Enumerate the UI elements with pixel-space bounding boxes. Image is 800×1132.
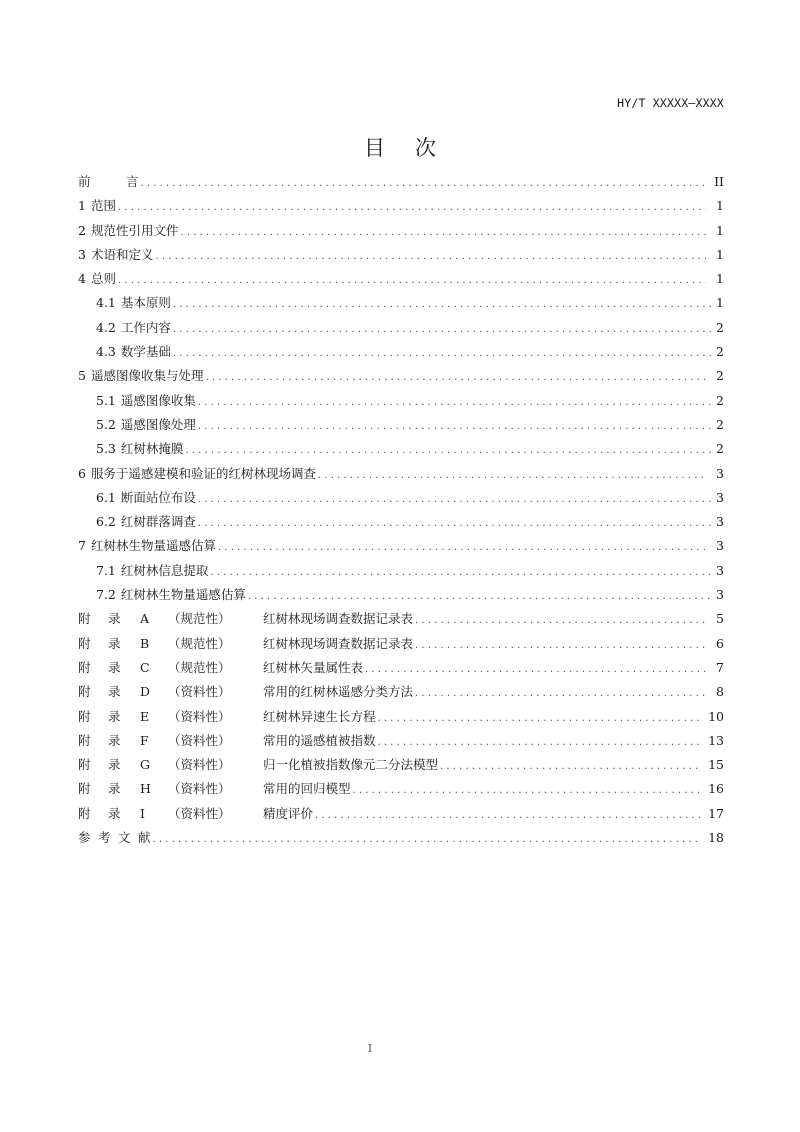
toc-label: 精度评价 bbox=[263, 805, 314, 821]
appendix-type: （资料性） bbox=[168, 805, 231, 821]
dot-leader bbox=[315, 804, 700, 828]
appendix-word: 录 bbox=[108, 805, 121, 821]
page-number: I bbox=[367, 1042, 373, 1055]
dot-leader bbox=[173, 342, 712, 366]
appendix-word: 录 bbox=[108, 684, 121, 700]
toc-entry-section[interactable] bbox=[78, 462, 724, 486]
toc-page: 18 bbox=[708, 830, 724, 846]
toc-entry-subsection[interactable] bbox=[78, 559, 724, 583]
toc-label: 前 bbox=[78, 174, 91, 189]
toc-page: II bbox=[714, 174, 724, 189]
toc-label: 术语和定义 bbox=[90, 246, 154, 262]
toc-entry-appendix[interactable] bbox=[78, 753, 724, 777]
title-char: 次 bbox=[415, 136, 436, 160]
toc-page: 15 bbox=[708, 757, 724, 773]
toc-label: 参 bbox=[78, 830, 91, 846]
toc-number: 6.1 bbox=[96, 489, 116, 505]
table-of-contents bbox=[78, 170, 724, 850]
appendix-letter: G bbox=[140, 757, 150, 773]
appendix-letter: F bbox=[140, 732, 149, 748]
dot-leader bbox=[173, 318, 712, 342]
toc-label: 考 bbox=[98, 830, 111, 846]
toc-entry-section[interactable] bbox=[78, 534, 724, 558]
toc-entry-section[interactable] bbox=[78, 364, 724, 388]
toc-page: 3 bbox=[716, 587, 724, 603]
dot-leader bbox=[353, 779, 701, 803]
toc-entry-appendix[interactable] bbox=[78, 705, 724, 729]
toc-number: 7.1 bbox=[96, 562, 116, 578]
toc-page: 2 bbox=[716, 441, 724, 457]
toc-entry-subsection[interactable] bbox=[78, 389, 724, 413]
dot-leader bbox=[415, 634, 706, 658]
appendix-word: 附 bbox=[78, 708, 91, 724]
appendix-word: 录 bbox=[108, 635, 121, 651]
dot-leader bbox=[118, 196, 706, 220]
appendix-word: 录 bbox=[108, 611, 121, 627]
toc-page: 2 bbox=[716, 319, 724, 335]
toc-label: 红树林生物量遥感估算 bbox=[120, 587, 246, 603]
appendix-word: 附 bbox=[78, 781, 91, 797]
toc-page: 3 bbox=[716, 538, 724, 554]
toc-label: 遥感图像收集 bbox=[120, 392, 196, 408]
dot-leader bbox=[365, 658, 706, 682]
dot-leader bbox=[185, 439, 712, 463]
toc-page: 1 bbox=[716, 271, 724, 287]
dot-leader bbox=[415, 682, 706, 706]
dot-leader bbox=[248, 585, 712, 609]
dot-leader bbox=[141, 172, 706, 196]
toc-entry-appendix[interactable] bbox=[78, 656, 724, 680]
appendix-word: 录 bbox=[108, 757, 121, 773]
appendix-word: 附 bbox=[78, 611, 91, 627]
appendix-word: 录 bbox=[108, 659, 121, 675]
toc-label: 常用的红树林遥感分类方法 bbox=[263, 684, 414, 700]
toc-page: 1 bbox=[716, 295, 724, 311]
appendix-type: （资料性） bbox=[168, 757, 231, 773]
toc-label: 常用的遥感植被指数 bbox=[263, 732, 376, 748]
toc-label: 常用的回归模型 bbox=[263, 781, 351, 797]
toc-label: 遥感图像收集与处理 bbox=[90, 368, 204, 384]
toc-page: 1 bbox=[716, 222, 724, 238]
toc-label: 献 bbox=[138, 830, 151, 846]
toc-number: 7 bbox=[78, 538, 86, 554]
toc-number: 4 bbox=[78, 271, 86, 287]
appendix-word: 录 bbox=[108, 708, 121, 724]
toc-number: 1 bbox=[78, 198, 86, 214]
toc-entry-appendix[interactable] bbox=[78, 729, 724, 753]
toc-label: 范围 bbox=[90, 198, 116, 214]
toc-label: 红树林掩膜 bbox=[120, 441, 184, 457]
toc-number: 5.1 bbox=[96, 392, 116, 408]
toc-label: 服务于遥感建模和验证的红树林现场调查 bbox=[90, 465, 316, 481]
toc-label: 红树林现场调查数据记录表 bbox=[263, 611, 414, 627]
toc-entry-subsection[interactable] bbox=[78, 340, 724, 364]
toc-entry-appendix[interactable] bbox=[78, 632, 724, 656]
appendix-word: 附 bbox=[78, 635, 91, 651]
toc-label: 总则 bbox=[90, 271, 116, 287]
toc-label: 规范性引用文件 bbox=[90, 222, 179, 238]
toc-entry-section[interactable] bbox=[78, 267, 724, 291]
toc-number: 5.2 bbox=[96, 416, 116, 432]
appendix-type: （资料性） bbox=[168, 684, 231, 700]
toc-entry-subsection[interactable] bbox=[78, 510, 724, 534]
appendix-letter: E bbox=[140, 708, 150, 724]
toc-page: 5 bbox=[716, 611, 724, 627]
toc-number: 5.3 bbox=[96, 441, 116, 457]
dot-leader bbox=[218, 536, 706, 560]
appendix-word: 附 bbox=[78, 732, 91, 748]
toc-page: 2 bbox=[716, 344, 724, 360]
appendix-word: 附 bbox=[78, 684, 91, 700]
toc-page: 1 bbox=[716, 246, 724, 262]
appendix-word: 录 bbox=[108, 781, 121, 797]
dot-leader bbox=[205, 366, 706, 390]
appendix-word: 附 bbox=[78, 757, 91, 773]
toc-label: 基本原则 bbox=[120, 295, 171, 311]
toc-number: 7.2 bbox=[96, 587, 116, 603]
toc-entry-subsection[interactable] bbox=[78, 413, 724, 437]
toc-page: 17 bbox=[708, 805, 724, 821]
toc-entry-subsection[interactable] bbox=[78, 291, 724, 315]
toc-number: 4.1 bbox=[96, 295, 116, 311]
appendix-type: （规范性） bbox=[168, 659, 231, 675]
dot-leader bbox=[180, 221, 706, 245]
toc-label: 言 bbox=[126, 174, 139, 189]
dot-leader bbox=[198, 512, 712, 536]
toc-page: 3 bbox=[716, 562, 724, 578]
appendix-letter: A bbox=[140, 611, 150, 627]
toc-entry-appendix[interactable] bbox=[78, 777, 724, 801]
toc-page: 16 bbox=[708, 781, 724, 797]
toc-label: 文 bbox=[118, 830, 131, 846]
toc-entry-appendix[interactable] bbox=[78, 680, 724, 704]
toc-page: 10 bbox=[708, 708, 724, 724]
toc-label: 数学基础 bbox=[120, 344, 171, 360]
toc-entry-subsection[interactable] bbox=[78, 437, 724, 461]
toc-page: 13 bbox=[708, 732, 724, 748]
appendix-type: （资料性） bbox=[168, 781, 231, 797]
appendix-letter: B bbox=[140, 635, 150, 651]
page-title bbox=[0, 132, 800, 162]
appendix-word: 附 bbox=[78, 659, 91, 675]
toc-label: 归一化植被指数像元二分法模型 bbox=[263, 757, 439, 773]
dot-leader bbox=[153, 828, 701, 852]
title-char: 目 bbox=[364, 136, 385, 160]
appendix-letter: D bbox=[140, 684, 151, 700]
dot-leader bbox=[378, 707, 701, 731]
toc-page: 3 bbox=[716, 465, 724, 481]
toc-label: 红树林现场调查数据记录表 bbox=[263, 635, 414, 651]
toc-number: 4.2 bbox=[96, 319, 116, 335]
dot-leader bbox=[118, 269, 706, 293]
dot-leader bbox=[198, 391, 712, 415]
toc-label: 遥感图像处理 bbox=[120, 416, 196, 432]
toc-number: 5 bbox=[78, 368, 86, 384]
dot-leader bbox=[440, 755, 700, 779]
toc-label: 红树林信息提取 bbox=[120, 562, 209, 578]
appendix-type: （规范性） bbox=[168, 611, 231, 627]
dot-leader bbox=[378, 731, 701, 755]
dot-leader bbox=[198, 488, 712, 512]
dot-leader bbox=[173, 293, 712, 317]
toc-label: 红树林异速生长方程 bbox=[263, 708, 376, 724]
toc-page: 2 bbox=[716, 392, 724, 408]
toc-entry-foreword[interactable] bbox=[78, 170, 724, 194]
toc-entry-subsection[interactable] bbox=[78, 316, 724, 340]
appendix-type: （资料性） bbox=[168, 708, 231, 724]
toc-page: 2 bbox=[716, 416, 724, 432]
toc-number: 6 bbox=[78, 465, 86, 481]
toc-number: 2 bbox=[78, 222, 86, 238]
appendix-letter: C bbox=[140, 659, 150, 675]
appendix-type: （规范性） bbox=[168, 635, 231, 651]
toc-entry-subsection[interactable] bbox=[78, 486, 724, 510]
toc-label: 红树林生物量遥感估算 bbox=[90, 538, 216, 554]
appendix-letter: H bbox=[140, 781, 151, 797]
toc-page: 7 bbox=[716, 659, 724, 675]
dot-leader bbox=[210, 561, 712, 585]
toc-page: 1 bbox=[716, 198, 724, 214]
toc-page: 6 bbox=[716, 635, 724, 651]
toc-label: 红树林矢量属性表 bbox=[263, 659, 364, 675]
standard-code: HY/T XXXXX—XXXX bbox=[617, 96, 724, 110]
toc-number: 6.2 bbox=[96, 514, 116, 530]
toc-page: 3 bbox=[716, 514, 724, 530]
toc-number: 4.3 bbox=[96, 344, 116, 360]
toc-label: 断面站位布设 bbox=[120, 489, 196, 505]
dot-leader bbox=[198, 415, 712, 439]
appendix-word: 附 bbox=[78, 805, 91, 821]
appendix-type: （资料性） bbox=[168, 732, 231, 748]
toc-entry-section[interactable] bbox=[78, 219, 724, 243]
dot-leader bbox=[318, 464, 706, 488]
toc-label: 工作内容 bbox=[120, 319, 171, 335]
toc-page: 2 bbox=[716, 368, 724, 384]
toc-entry-section[interactable] bbox=[78, 243, 724, 267]
toc-entry-section[interactable] bbox=[78, 194, 724, 218]
appendix-letter: I bbox=[140, 805, 145, 821]
toc-page: 3 bbox=[716, 489, 724, 505]
toc-entry-references[interactable] bbox=[78, 826, 724, 850]
dot-leader bbox=[155, 245, 706, 269]
dot-leader bbox=[415, 609, 706, 633]
toc-entry-subsection[interactable] bbox=[78, 583, 724, 607]
appendix-word: 录 bbox=[108, 732, 121, 748]
toc-label: 红树群落调查 bbox=[120, 514, 196, 530]
toc-entry-appendix[interactable] bbox=[78, 802, 724, 826]
toc-number: 3 bbox=[78, 246, 86, 262]
toc-page: 8 bbox=[716, 684, 724, 700]
toc-entry-appendix[interactable] bbox=[78, 607, 724, 631]
